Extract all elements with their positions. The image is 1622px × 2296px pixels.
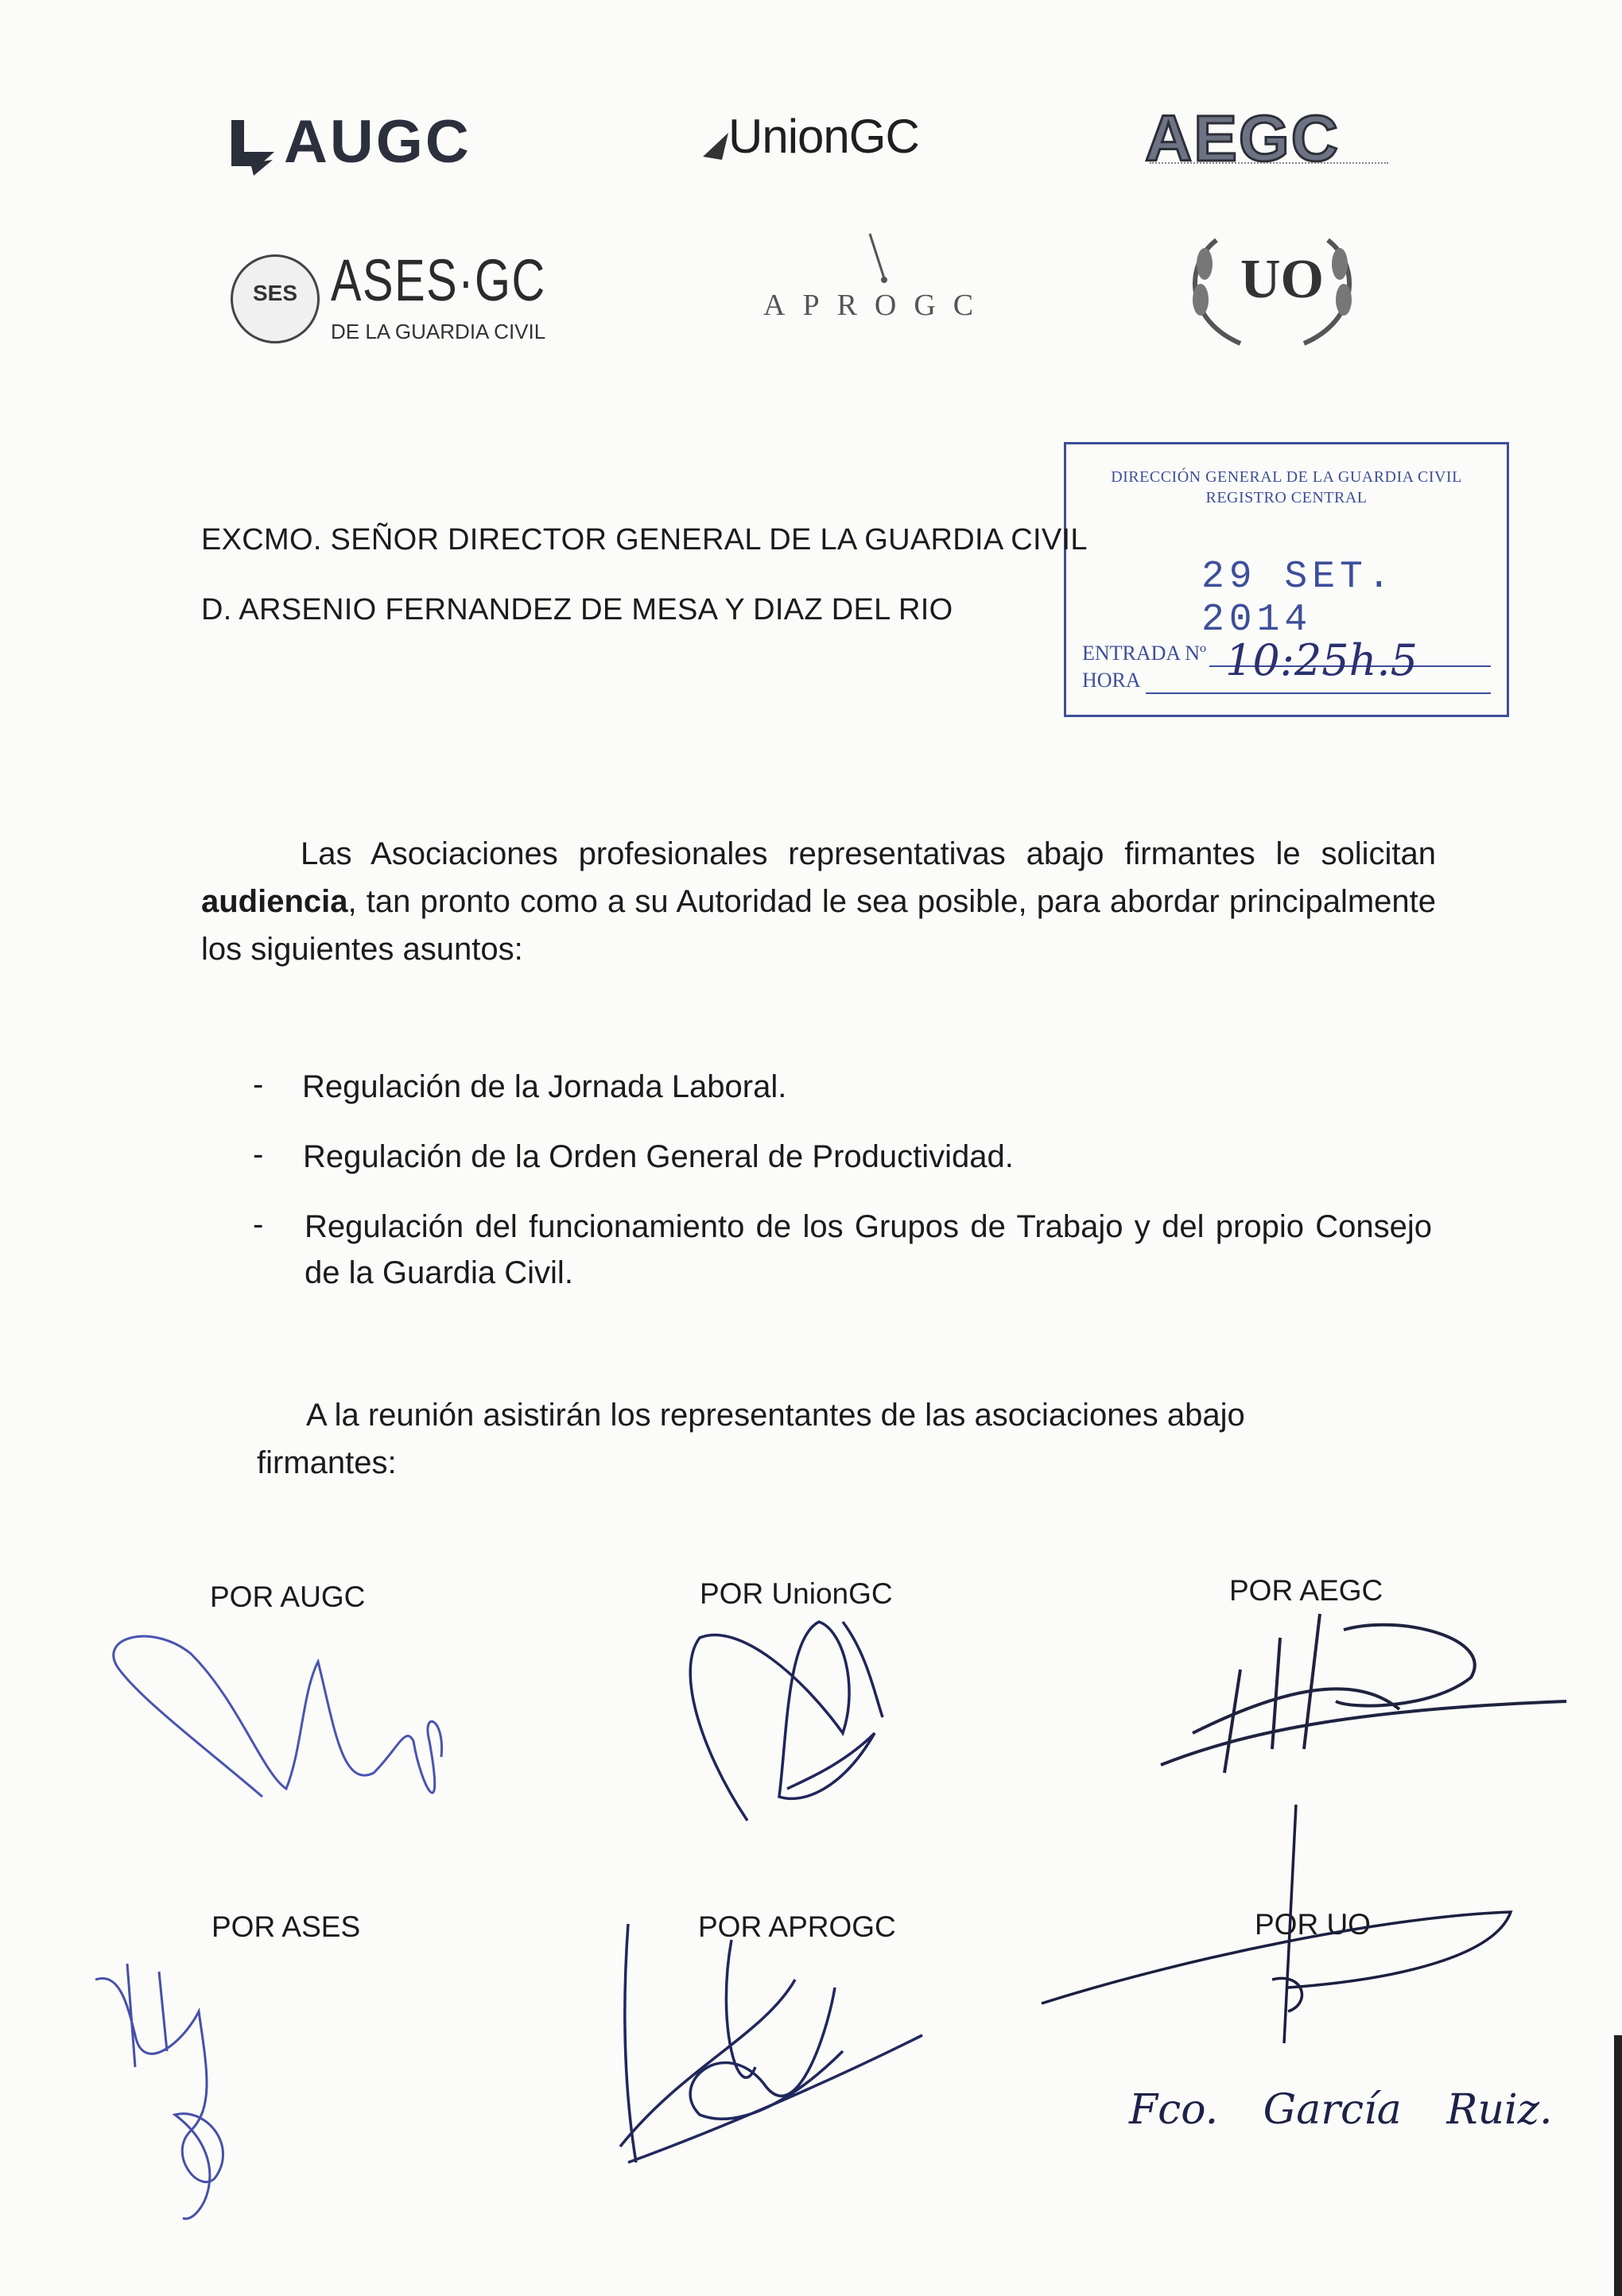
- intro-text-pre: Las Asociaciones profesionales representativas abajo firmantes le solicitan: [301, 836, 1436, 871]
- uo-logo-text: UO: [1240, 249, 1324, 310]
- uniongc-logo-text: UnionGC: [728, 110, 919, 163]
- signature-label-aegc: POR AEGC: [1229, 1574, 1383, 1607]
- logo-asesgc: [231, 246, 572, 350]
- logo-augc: [227, 107, 529, 179]
- signature-aprogc: [620, 1924, 922, 2162]
- addressee-line-1: EXCMO. SEÑOR DIRECTOR GENERAL DE LA GUARDIA CIVIL: [201, 523, 1088, 557]
- list-bullet: -: [253, 1067, 264, 1102]
- addressee-line-2: D. ARSENIO FERNANDEZ DE MESA Y DIAZ DEL RIO: [201, 593, 953, 626]
- signature-augc: [114, 1636, 442, 1797]
- stamp-hour-value: 10:25h.5: [1225, 635, 1418, 685]
- signature-aegc: [1161, 1614, 1566, 1773]
- intro-bold-word: audiencia: [201, 884, 348, 919]
- intro-paragraph: [201, 830, 1436, 973]
- logo-uniongc: [700, 107, 978, 171]
- asesgc-seal: [231, 254, 320, 343]
- stamp-hour-line: [1146, 692, 1491, 694]
- scan-edge-shadow: [1614, 2035, 1622, 2296]
- aegc-logo-text: AEGC: [1145, 103, 1340, 175]
- aprogc-logo-text: APROGC: [763, 289, 991, 322]
- list-bullet: -: [253, 1207, 264, 1242]
- intro-text-post: , tan pronto como a su Autoridad le sea posible, para abordar principalmente los siguientes asuntos:: [201, 884, 1436, 967]
- signature-uniongc: [690, 1622, 883, 1821]
- list-item: Regulación del funcionamiento de los Grupos de Trabajo y del propio Consejo de la Guardia Civil.: [305, 1209, 1432, 1290]
- logo-aprogc: [763, 231, 1002, 342]
- asesgc-subtitle: DE LA GUARDIA CIVIL: [331, 320, 546, 343]
- signature-label-aprogc: POR APROGC: [698, 1910, 896, 1943]
- uniongc-emblem-icon: [700, 125, 731, 165]
- augc-logo-text: AUGC: [284, 108, 471, 176]
- stamp-entry-label: ENTRADA Nº: [1082, 642, 1207, 665]
- signature-uo-name: Fco. García Ruiz.: [1129, 2086, 1553, 2134]
- asesgc-logo-text: ASES·GC: [331, 247, 546, 313]
- stamp-hour-label: HORA: [1082, 669, 1141, 692]
- signature-ases: [95, 1964, 223, 2219]
- closing-paragraph: A la reunión asistirán los representantes de las asociaciones abajo firmantes:: [257, 1398, 1245, 1480]
- stamp-header-line2: REGISTRO CENTRAL: [1205, 489, 1368, 506]
- list-bullet: -: [253, 1137, 264, 1172]
- signature-label-uo: POR UO: [1255, 1908, 1371, 1941]
- logo-uo: [1169, 224, 1376, 351]
- logo-aegc: [1145, 102, 1399, 173]
- stamp-header-line1: DIRECCIÓN GENERAL DE LA GUARDIA CIVIL: [1111, 468, 1462, 486]
- signature-label-ases: POR ASES: [211, 1910, 361, 1943]
- list-item: Regulación de la Orden General de Productividad.: [303, 1139, 1014, 1174]
- registry-stamp: [1064, 442, 1509, 717]
- aprogc-emblem-icon: [867, 231, 891, 286]
- signature-label-augc: POR AUGC: [210, 1580, 366, 1613]
- asesgc-seal-text: SES: [252, 281, 298, 305]
- aegc-fine-print: [1150, 162, 1388, 167]
- list-item: Regulación de la Jornada Laboral.: [302, 1069, 787, 1104]
- augc-emblem-icon: [227, 114, 282, 177]
- stamp-date: 29 SET. 2014: [1201, 556, 1395, 642]
- signature-label-uniongc: POR UnionGC: [700, 1577, 893, 1610]
